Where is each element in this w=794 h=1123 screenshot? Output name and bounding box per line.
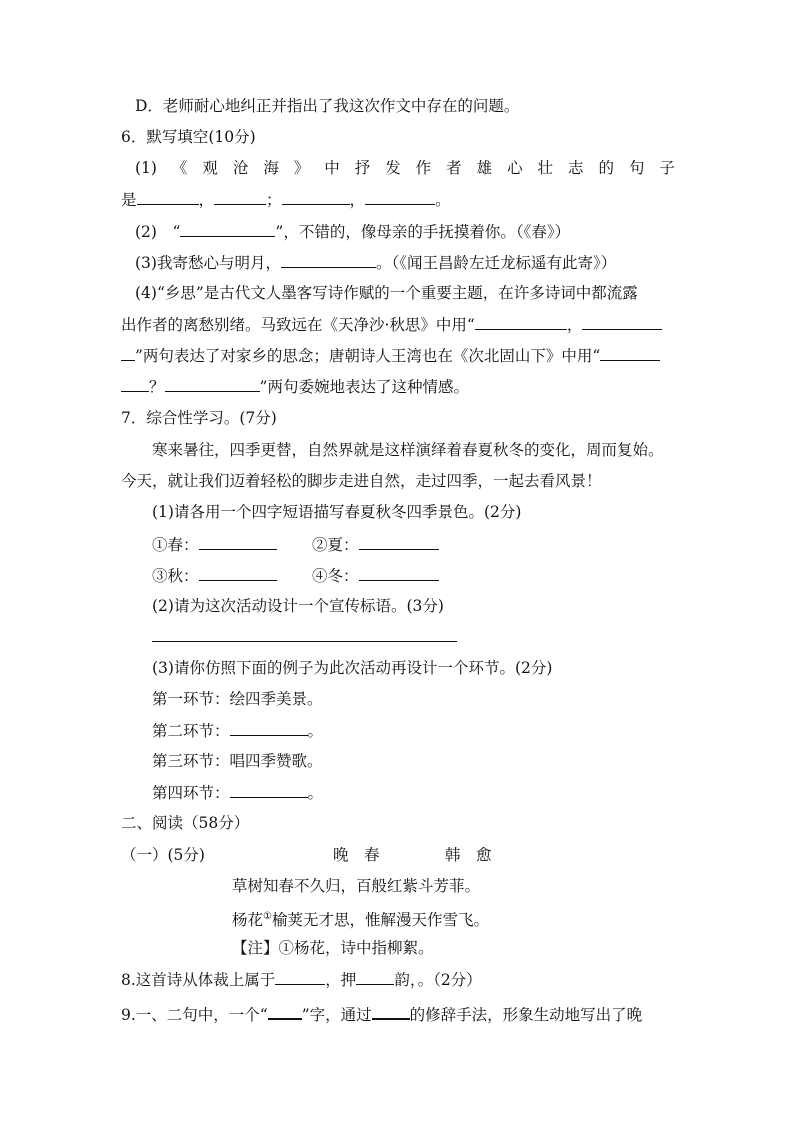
q9-text: 的修辞手法，形象生动地写出了晚: [409, 1006, 643, 1024]
q7-3-prompt: (3)请你仿照下面的例子为此次活动再设计一个环节。(2分): [152, 659, 553, 677]
step4-label: 第四环节：: [152, 784, 230, 802]
q6-1-num: (1): [135, 159, 157, 177]
q6-4-text: ”两句表达了对家乡的思念；唐朝诗人王湾也在《次北固山下》中用“: [135, 347, 601, 365]
q8-text: 8.这首诗从体裁上属于: [121, 971, 276, 989]
q8-text: 韵，。（2分）: [394, 971, 482, 989]
poem-note: 【注】①杨花，诗中指柳絮。: [232, 939, 434, 957]
answer-blank[interactable]: [121, 376, 149, 392]
answer-blank[interactable]: [180, 221, 275, 237]
q6-4-line4: [121, 376, 469, 397]
q6-1-char: 观: [202, 159, 218, 177]
q7-3-step4: [152, 782, 323, 803]
punct: ？: [149, 378, 165, 396]
q7-1-row2: [152, 565, 277, 586]
answer-blank[interactable]: [165, 376, 260, 392]
q6-3-suffix: 。（《闻王昌龄左迁龙标遥有此寄》）: [375, 254, 617, 272]
answer-blank[interactable]: [600, 345, 660, 361]
q7-1-row1: [152, 534, 277, 555]
answer-blank[interactable]: [359, 565, 439, 581]
q6-1-char: 》: [293, 159, 310, 177]
answer-blank[interactable]: [281, 252, 376, 268]
q6-4-line1: (4)“乡思”是古代文人墨客写诗作赋的一个重要主题，在许多诗词中都流露: [135, 284, 638, 302]
q6-title: 6．默写填空(10分): [121, 128, 256, 146]
answer-blank[interactable]: [199, 565, 277, 581]
q6-4-text: 出作者的离愁别绪。马致远在《天净沙·秋思》中用“: [121, 316, 475, 334]
punct: 。: [435, 191, 451, 209]
q7-1-row1b: [312, 534, 439, 555]
section2-title: 二、阅读（58分）: [121, 814, 250, 832]
answer-blank[interactable]: [282, 189, 350, 205]
answer-blank[interactable]: [137, 189, 199, 205]
answer-blank[interactable]: [268, 1003, 302, 1020]
punct: 。: [307, 784, 324, 802]
q7-3-step1: 第一环节：绘四季美景。: [152, 690, 323, 708]
poem-title: 晚 春: [333, 846, 380, 864]
q6-1-char: 句: [628, 159, 645, 177]
q6-1-char: 沧: [232, 159, 249, 177]
poem-author: 韩 愈: [445, 846, 492, 864]
answer-blank[interactable]: [359, 534, 439, 550]
q8: [121, 969, 482, 990]
autumn-label: ③秋：: [152, 567, 199, 585]
q9-text: 9.一、二句中，一个“: [121, 1006, 268, 1024]
q6-3-prefix: (3)我寄愁心与明月，: [135, 254, 281, 272]
q6-1-justified: [135, 158, 675, 178]
slogan-answer-line[interactable]: [152, 641, 457, 642]
q6-1-char: 发: [385, 159, 401, 177]
q6-3: [135, 252, 616, 273]
q6-1-line2: [121, 189, 451, 210]
answer-blank[interactable]: [582, 314, 662, 330]
q6-1-char: 的: [598, 159, 614, 177]
q5-option-d: D．老师耐心地纠正并指出了我这次作文中存在的问题。: [135, 97, 520, 115]
answer-blank[interactable]: [372, 1003, 410, 1020]
answer-blank[interactable]: [475, 314, 567, 330]
punct: ，: [566, 316, 583, 334]
q6-4-text: ”两句委婉地表达了这种情感。: [259, 378, 469, 396]
q6-1-char: 《: [171, 159, 188, 177]
q6-1-char: 心: [507, 159, 523, 177]
punct: 。: [307, 722, 324, 740]
q6-4-line2: [121, 314, 662, 335]
step2-label: 第二环节：: [152, 722, 230, 740]
summer-label: ②夏：: [312, 536, 359, 554]
q6-2: [135, 221, 570, 242]
answer-blank[interactable]: [230, 782, 308, 798]
poem-line1: 草树知春不久归，百般红紫斗芳菲。: [232, 877, 481, 895]
footnote-marker: ①: [263, 911, 272, 922]
poem-text: 榆荚无才思，惟解漫天作雪飞。: [271, 911, 489, 930]
punct: ；: [266, 191, 282, 209]
q6-1-char: 志: [568, 159, 584, 177]
q9-text: ”字，通过: [301, 1006, 372, 1024]
q6-1-char: 雄: [476, 159, 493, 177]
q7-3-step3: 第三环节：唱四季赞歌。: [152, 752, 323, 770]
section2-part1-label: （一）(5分): [121, 846, 205, 864]
poem-line2: [232, 907, 489, 930]
q9: [121, 1003, 642, 1025]
q6-1-prefix: 是: [121, 191, 137, 209]
q7-intro-line1: 寒来暑往，四季更替，自然界就是这样演绎着春夏秋冬的变化，周而复始。: [152, 441, 664, 459]
q6-2-suffix: ”，不错的，像母亲的手抚摸着你。（《春》）: [275, 223, 571, 241]
answer-blank[interactable]: [365, 189, 435, 205]
q6-1-char: 者: [446, 159, 462, 177]
answer-blank[interactable]: [356, 969, 394, 985]
q6-1-char: 作: [415, 159, 432, 177]
q6-1-char: 子: [659, 159, 675, 177]
answer-blank[interactable]: [275, 969, 325, 985]
poem-text: 杨花: [232, 911, 264, 930]
answer-blank[interactable]: [230, 720, 308, 736]
q6-1-char: 海: [263, 159, 279, 177]
q6-2-prefix: (2) “: [135, 223, 181, 241]
q6-1-char: 中: [324, 159, 340, 177]
q7-1-row2b: [312, 565, 439, 586]
q6-4-line3: [121, 345, 660, 366]
punct: ，: [349, 191, 366, 209]
winter-label: ④冬：: [312, 567, 359, 585]
answer-blank[interactable]: [214, 189, 266, 205]
q7-title: 7．综合性学习。(7分): [121, 409, 277, 427]
q7-3-step2: [152, 720, 323, 741]
q7-intro-line2: 今天，就让我们迈着轻松的脚步走进自然，走过四季，一起去看风景！: [121, 472, 602, 490]
spring-label: ①春：: [152, 536, 199, 554]
q6-1-char: 壮: [537, 159, 554, 177]
q8-text: ，押: [325, 971, 357, 989]
q7-1-prompt: (1)请各用一个四字短语描写春夏秋冬四季景色。(2分): [152, 503, 522, 521]
punct: ，: [198, 191, 215, 209]
answer-blank[interactable]: [121, 345, 135, 361]
q6-1-line1: [135, 158, 675, 178]
q6-1-char: 抒: [354, 159, 371, 177]
answer-blank[interactable]: [199, 534, 277, 550]
q7-2-prompt: (2)请为这次活动设计一个宣传标语。(3分): [152, 597, 444, 615]
